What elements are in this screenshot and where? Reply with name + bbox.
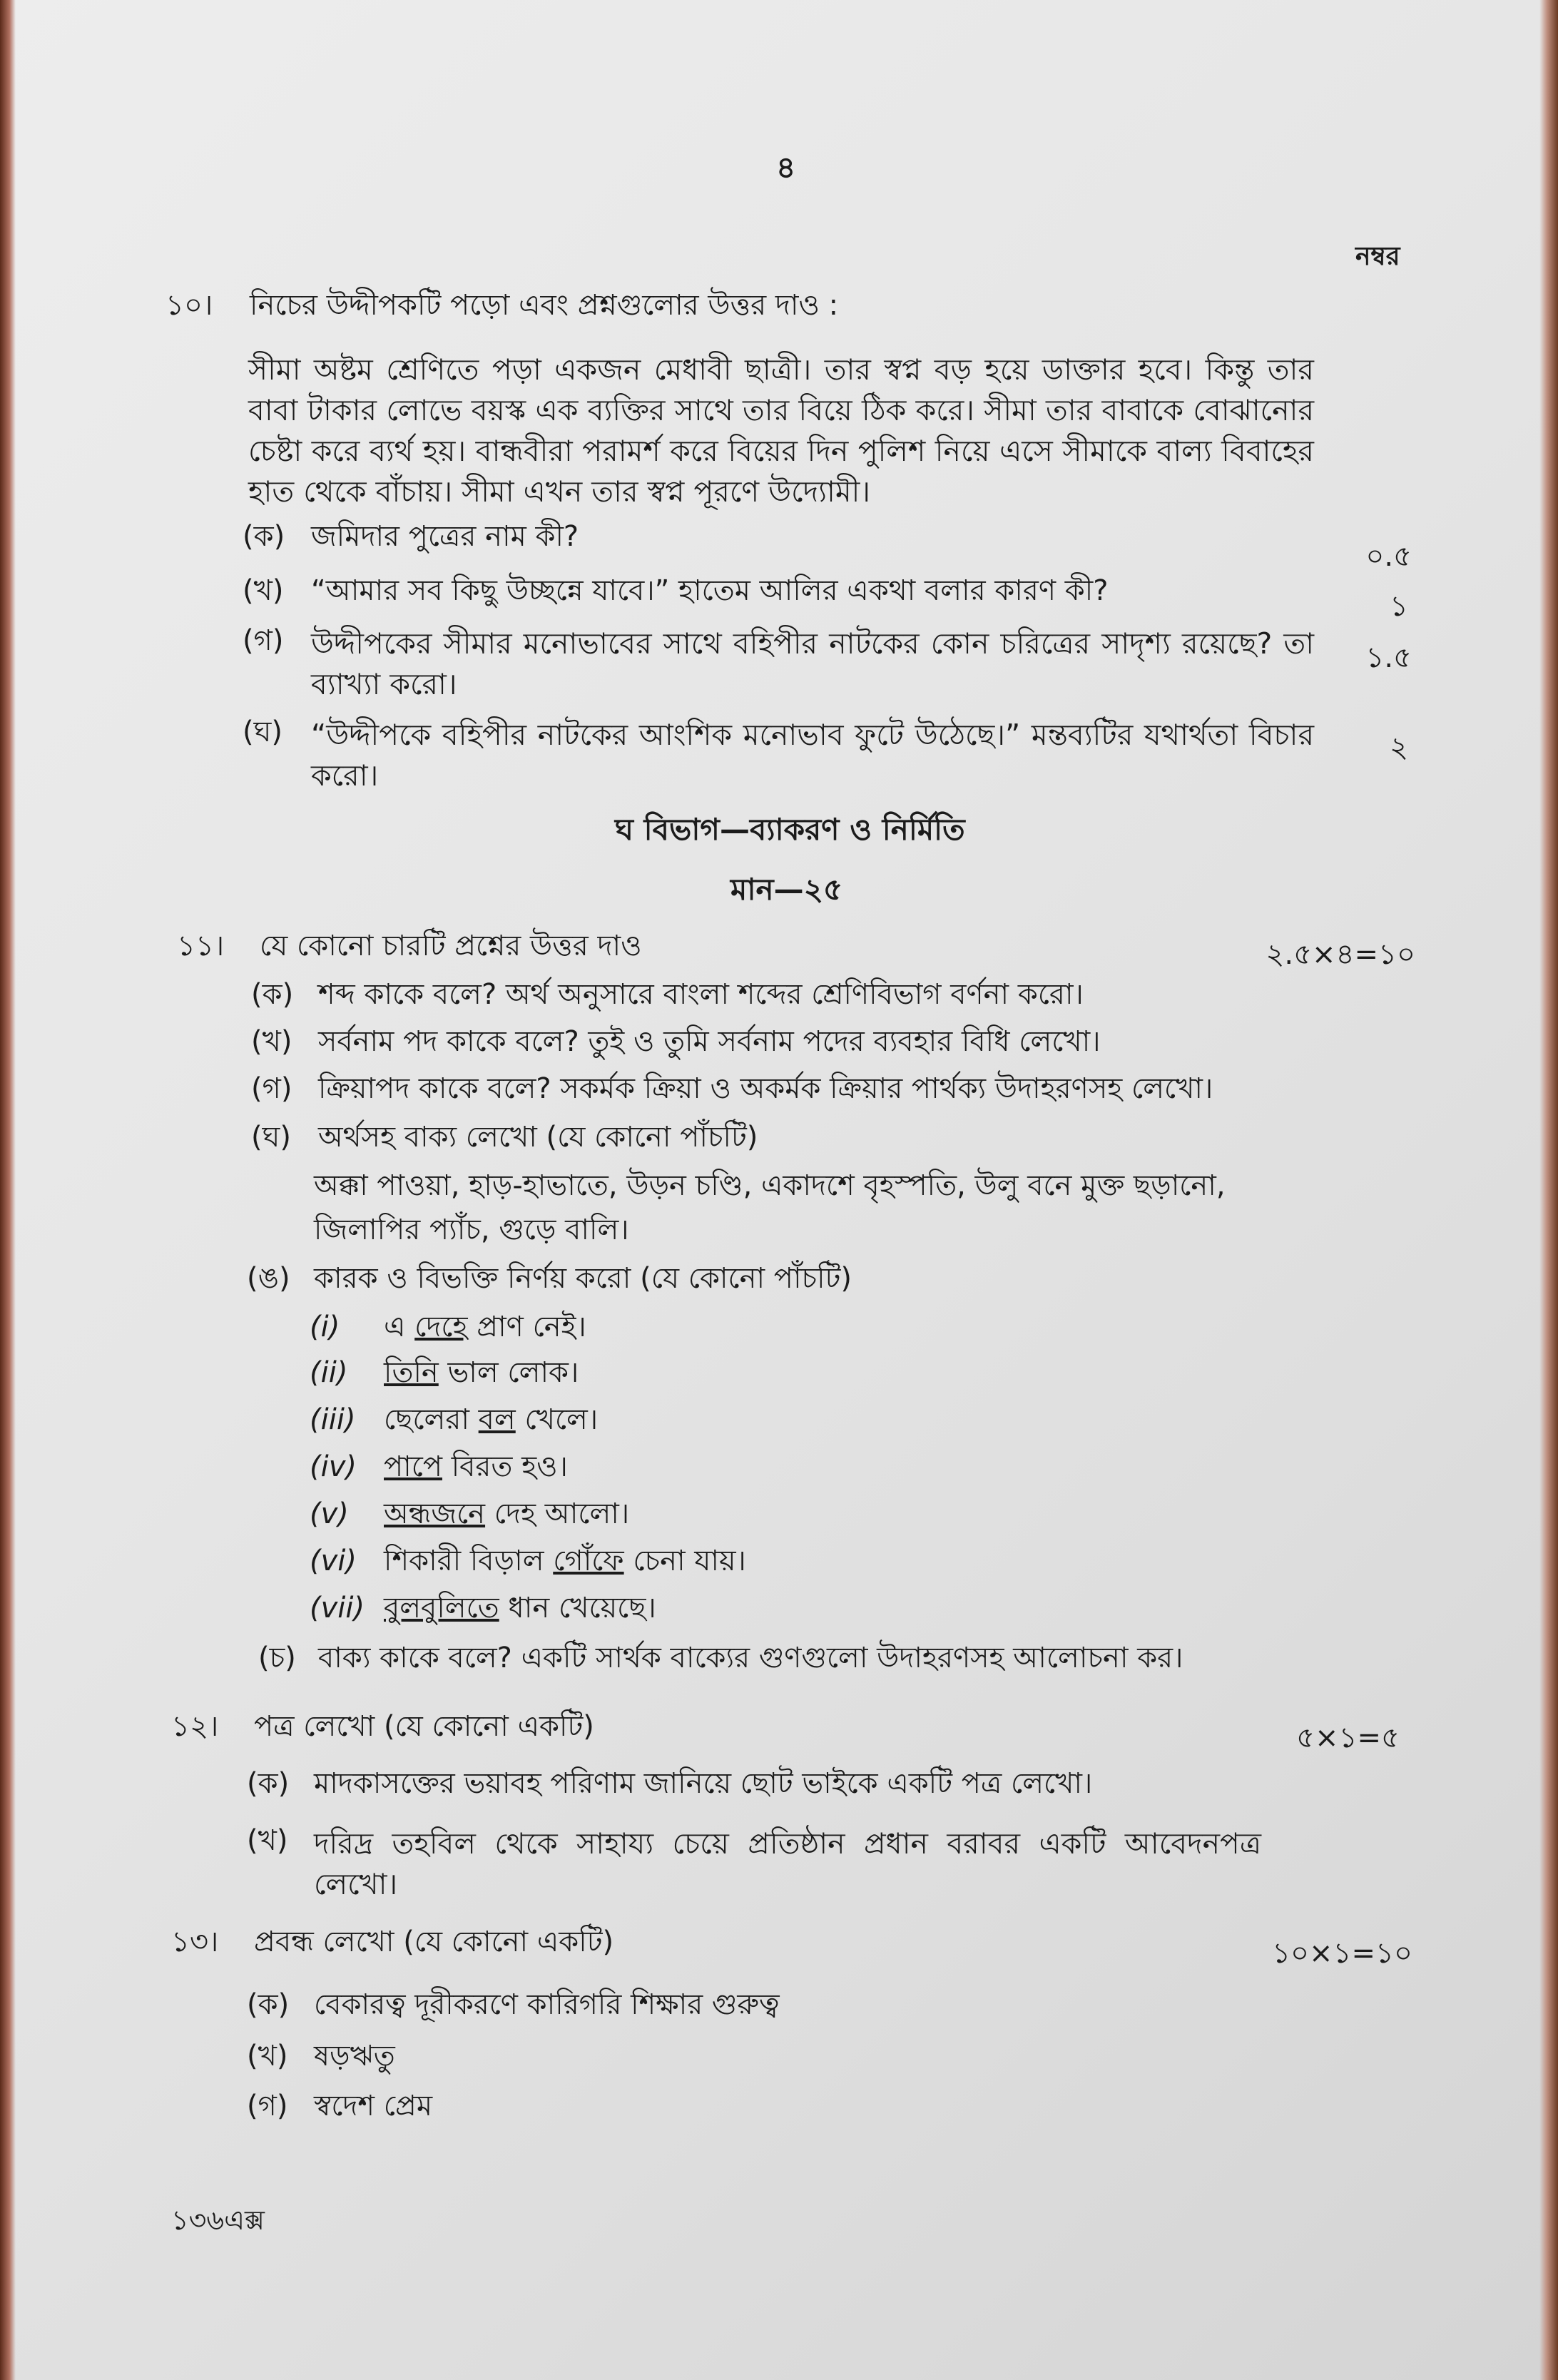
karak-sentence xyxy=(310,1450,568,1484)
q12-marks: ৫×১=৫ xyxy=(1296,1722,1400,1754)
q10-item-label: (খ) xyxy=(243,574,284,607)
sentence-post: ভাল লোক। xyxy=(438,1356,579,1389)
q11-item-label: (খ) xyxy=(251,1025,292,1058)
page-number: ৪ xyxy=(776,150,796,185)
q13-item-text: ষড়ঋতু xyxy=(314,2040,395,2073)
q10-item-text: “আমার সব কিছু উচ্ছন্নে যাবে।” হাতেম আলির একথা বলার কারণ কী? xyxy=(311,574,1109,607)
q13-marks: ১০×১=১০ xyxy=(1272,1937,1412,1970)
paper-edge-left xyxy=(0,0,16,2380)
q12-item-text: দরিদ্র তহবিল থেকে সাহায্য চেয়ে প্রতিষ্ঠান প্রধান বরাবর একটি আবেদনপত্র লেখো। xyxy=(314,1826,1261,1901)
q10-item-marks: ০.৫ xyxy=(1365,540,1412,573)
q10-item-marks: ১ xyxy=(1390,590,1408,623)
sentence-post: খেলে। xyxy=(515,1403,599,1436)
q10-number: ১০। xyxy=(166,289,213,322)
karak-sentence xyxy=(310,1310,586,1344)
q12-item-text: মাদকাসক্তের ভয়াবহ পরিণাম জানিয়ে ছোট ভাইকে একটি পত্র লেখো। xyxy=(314,1767,1093,1800)
idioms-line: জিলাপির প্যাঁচ, গুড়ে বালি। xyxy=(314,1214,629,1246)
sentence-number: (vii) xyxy=(310,1592,365,1624)
sentence-underlined-word: পাপে xyxy=(384,1450,442,1483)
karak-sentence xyxy=(310,1591,656,1625)
sentence-number: (vi) xyxy=(310,1545,357,1577)
q13-item-label: (খ) xyxy=(247,2040,288,2073)
section-value: মান—২৫ xyxy=(730,872,843,907)
q12-number: ১২। xyxy=(171,1710,219,1743)
q12-item-label: (খ) xyxy=(247,1824,288,1857)
q11-marks: ২.৫×৪=১০ xyxy=(1266,938,1415,971)
q11-item-text: বাক্য কাকে বলে? একটি সার্থক বাক্যের গুণগুলো উদাহরণসহ আলোচনা কর। xyxy=(318,1642,1183,1674)
q11-item-label: (গ) xyxy=(251,1072,292,1105)
q10-instruction: নিচের উদ্দীপকটি পড়ো এবং প্রশ্নগুলোর উত্তর দাও : xyxy=(250,289,839,322)
q10-item-text: উদ্দীপকের সীমার মনোভাবের সাথে বহিপীর নাটকের কোন চরিত্রের সাদৃশ্য রয়েছে? তা ব্যাখ্যা করো। xyxy=(311,626,1314,701)
karak-sentence xyxy=(310,1403,598,1437)
karak-sentence xyxy=(310,1356,579,1390)
q11-item-label: (চ) xyxy=(258,1642,296,1674)
q11-number: ১১। xyxy=(177,930,225,962)
sentence-pre: এ xyxy=(384,1311,415,1343)
sentence-number: (iii) xyxy=(310,1403,356,1436)
sentence-post: চেনা যায়। xyxy=(623,1545,746,1577)
sentence-pre: ছেলেরা xyxy=(384,1403,479,1436)
q11-item-text: ক্রিয়াপদ কাকে বলে? সকর্মক ক্রিয়া ও অকর্মক ক্রিয়ার পার্থক্য উদাহরণসহ লেখো। xyxy=(318,1072,1213,1105)
q13-number: ১৩। xyxy=(171,1926,219,1958)
q11-item-label: (ঘ) xyxy=(251,1121,291,1154)
karak-sentence xyxy=(310,1497,629,1531)
sentence-number: (iv) xyxy=(310,1450,357,1483)
sentence-post: বিরত হও। xyxy=(442,1450,568,1483)
q10-item-text: “উদ্দীপকে বহিপীর নাটকের আংশিক মনোভাব ফুটে উঠেছে।” মন্তব্যটির যথার্থতা বিচার করো। xyxy=(311,718,1314,793)
q11-instruction: যে কোনো চারটি প্রশ্নের উত্তর দাও xyxy=(260,930,642,962)
q11-item-text: শব্দ কাকে বলে? অর্থ অনুসারে বাংলা শব্দের শ্রেণিবিভাগ বর্ণনা করো। xyxy=(318,978,1084,1011)
section-title: ঘ বিভাগ—ব্যাকরণ ও নির্মিতি xyxy=(615,812,965,847)
q10-item-label: (ঘ) xyxy=(243,716,282,748)
sentence-pre: শিকারী বিড়াল xyxy=(384,1545,554,1577)
sentence-underlined-word: গোঁফে xyxy=(553,1545,624,1577)
sentence-underlined-word: বল xyxy=(478,1403,516,1436)
sentence-number: (v) xyxy=(310,1497,349,1530)
q12-item-label: (ক) xyxy=(247,1767,290,1800)
sentence-number: (i) xyxy=(310,1311,340,1343)
q12-instruction: পত্র লেখো (যে কোনো একটি) xyxy=(254,1710,594,1743)
karak-sentence xyxy=(310,1544,746,1578)
sentence-number: (ii) xyxy=(310,1356,348,1389)
q10-item-marks: ১.৫ xyxy=(1365,641,1412,674)
q10-item-label: (ক) xyxy=(243,520,285,553)
q13-item-text: বেকারত্ব দূরীকরণে কারিগরি শিক্ষার গুরুত্ব xyxy=(314,1988,780,2021)
marks-header: নম্বর xyxy=(1355,242,1400,271)
q10-passage: সীমা অষ্টম শ্রেণিতে পড়া একজন মেধাবী ছাত্রী। তার স্বপ্ন বড় হয়ে ডাক্তার হবে। কিন্তু তার বাবা টাকার লোভে বয়স্ক এক ব্যক্তির সাথে তার বিয়ে ঠিক করে। সীমা তার বাবাকে বোঝানোর চেষ্টা করে ব্যর্থ হয়। বান্ধবীরা পরামর্শ করে বিয়ের দিন পুলিশ নিয়ে এসে সীমাকে বাল্য বিবাহের হাত থেকে বাঁচায়। সীমা এখন তার স্বপ্ন পূরণে উদ্যোমী। xyxy=(248,352,1314,509)
q11-item-label: (ঙ) xyxy=(247,1262,290,1295)
paper-edge-right xyxy=(1539,0,1558,2380)
q10-item-text: জমিদার পুত্রের নাম কী? xyxy=(311,520,579,553)
sentence-underlined-word: দেহে xyxy=(414,1311,468,1343)
q10-item-marks: ২ xyxy=(1389,731,1408,764)
q13-item-label: (ক) xyxy=(247,1988,290,2021)
footer-code: ১৩৬এক্স xyxy=(171,2204,265,2236)
q11-item-text: কারক ও বিভক্তি নির্ণয় করো (যে কোনো পাঁচটি) xyxy=(314,1262,852,1295)
q11-item-text: অর্থসহ বাক্য লেখো (যে কোনো পাঁচটি) xyxy=(318,1121,758,1154)
q11-item-label: (ক) xyxy=(251,978,294,1011)
q13-item-text: স্বদেশ প্রেম xyxy=(314,2090,433,2122)
q13-item-label: (গ) xyxy=(247,2090,288,2122)
q10-item-label: (গ) xyxy=(243,624,284,657)
sentence-post: দেহ আলো। xyxy=(485,1497,630,1530)
q11-item-text: সর্বনাম পদ কাকে বলে? তুই ও তুমি সর্বনাম পদের ব্যবহার বিধি লেখো। xyxy=(318,1025,1101,1058)
q13-instruction: প্রবন্ধ লেখো (যে কোনো একটি) xyxy=(254,1926,614,1958)
idioms-line: অক্কা পাওয়া, হাড়-হাভাতে, উড়ন চণ্ডি, একাদশে বৃহস্পতি, উলু বনে মুক্ত ছড়ানো, xyxy=(314,1169,1226,1202)
sentence-underlined-word: তিনি xyxy=(384,1356,439,1389)
sentence-underlined-word: অন্ধজনে xyxy=(384,1497,486,1530)
sentence-underlined-word: বুলবুলিতে xyxy=(384,1592,499,1624)
sentence-post: ধান খেয়েছে। xyxy=(499,1592,656,1624)
sentence-post: প্রাণ নেই। xyxy=(467,1311,586,1343)
